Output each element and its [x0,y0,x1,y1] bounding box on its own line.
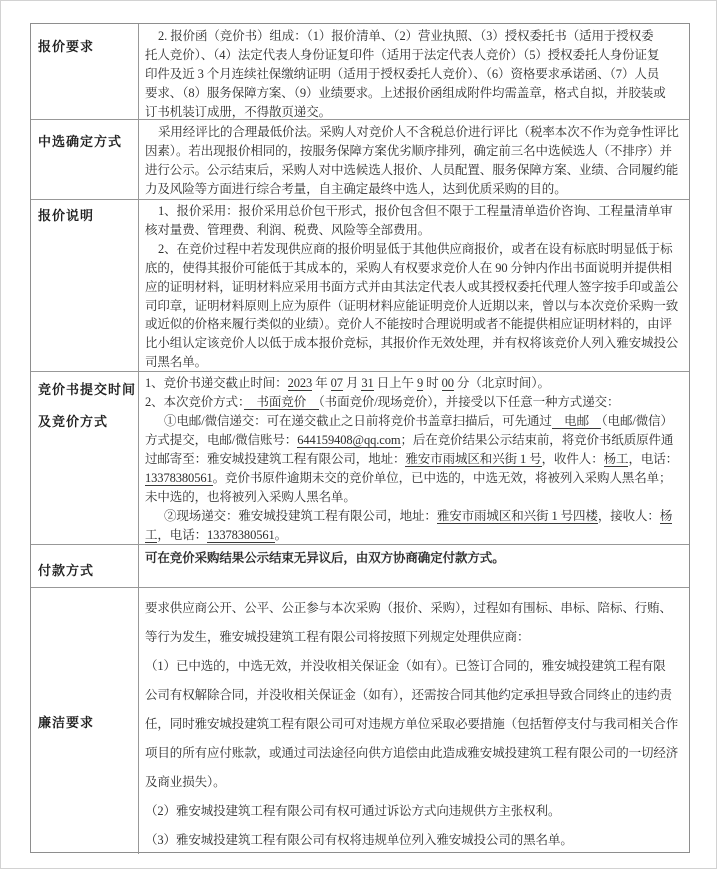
text-segment: ②现场递交：雅安城投建筑工程有限公司，地址： [164,509,437,523]
text-segment: 年 [312,376,331,390]
text-segment: 分（北京时间）。 [453,376,550,390]
underlined-text: 13378380561 [145,471,213,485]
row-content-cell [139,588,689,854]
text-segment: ，接收人： [597,509,660,523]
text-line [145,240,685,259]
row-content-cell [139,200,689,371]
text-segment: 。 [274,528,288,542]
text-line [145,123,685,142]
text-line [145,334,685,353]
text-segment: 任，同时雅安城投建筑工程有限公司可对违规方单位采取必要措施（包括暂停支付与我司相关合作 [145,717,679,731]
underlined-text: 电邮 [551,414,602,428]
text-line [145,103,685,120]
text-segment: 日上午 [373,376,417,390]
text-line [145,594,685,623]
underlined-text: 杨工 [603,452,629,466]
row-label-line: 及竞价方式 [38,414,109,429]
text-line [145,507,685,526]
text-segment: ，电话： [157,528,208,542]
text-segment: 司印章，证明材料原则上应为原件（证明材料应能证明竞价人近期以来，曾以与本次竞价采购一致 [145,298,679,313]
text-segment: 因素）。若出现报价相同的，按服务保障方案优劣顺序排列，确定前三名中选候选人（不排序）并 [145,144,672,158]
text-segment: （1）已中选的，中选无效，并没收相关保证金（如有）。已签订合同的，雅安城投建筑工程有限 [145,659,666,673]
text-segment: 过邮寄至：雅安城投建筑工程有限公司，地址： [145,452,406,466]
underlined-text: 2023 [287,376,313,390]
text-segment: 比小组认定该竞价人以低于成本报价竞标，其报价作无效处理，并有权将该竞价人列入雅安城投公 [145,336,679,351]
text-segment: 2、在竞价过程中若发现供应商的报价明显低于其他供应商报价，或者在设有标底时明显低于标 [158,241,673,256]
row-label-line: 中选确定方式 [38,134,123,149]
text-line [145,526,685,545]
text-segment: ①电邮/微信递交：可在递交截止之日前将竞价书盖章扫描后，可先通过 [164,414,552,428]
row-label-line: 廉洁要求 [38,714,95,730]
text-line [145,297,685,316]
text-line [145,826,685,854]
text-segment: 应的证明材料，证明材料应采用书面方式并由其法定代表人或其授权委托代理人签字按手印或盖公 [145,279,679,294]
text-line [145,768,685,797]
underlined-text: 13378380561 [207,528,275,542]
text-line [145,221,685,240]
text-line [145,374,685,393]
row-label-cell [31,372,139,544]
text-segment: 可在竞价采购结果公示结束无异议后，由双方协商确定付款方式。 [145,551,505,565]
text-segment: ，收件人： [541,452,604,466]
row-label-cell [31,200,139,371]
text-line [145,681,685,710]
text-line [145,393,685,412]
text-line [145,202,685,221]
text-segment: 采用经评比的合理最低价法。采购人对竞价人不含税总价进行评比（税率本次不作为竞争性评比 [158,125,679,139]
table-row [31,545,689,588]
text-segment: （书面竞价/现场竞价），并接受以下任意一种方式递交： [318,395,620,409]
text-segment: 要求供应商公开、公平、公正参与本次采购（报价、采购），过程如有围标、串标、陪标、行贿、 [145,601,672,615]
underlined-text: 644159408@qq.com [297,433,401,447]
table-row [31,588,689,854]
text-line [145,739,685,768]
text-segment: 力及风险等方面进行综合考量，自主确定最终中选人，达到优质采购的目的。 [145,182,567,196]
text-line [145,549,685,567]
row-content-cell [139,24,689,119]
text-segment: 订书机装订成册，不得散页递交。 [145,105,332,119]
text-line [145,142,685,161]
underlined-text: 雅安市雨城区和兴街 1 号 [405,452,542,466]
text-line [145,161,685,180]
text-line [145,652,685,681]
text-line [145,469,685,488]
text-segment: 时 [423,376,442,390]
text-line [145,710,685,739]
text-segment: ，电话： [628,452,679,466]
row-content-cell [139,372,689,544]
underlined-text: 书面竞价 [244,395,319,409]
text-line [145,259,685,278]
row-label-cell [31,545,139,587]
underlined-text: 9 [416,376,424,390]
text-line [145,450,685,469]
row-label-line: 付款方式 [38,563,95,578]
procurement-requirements-table [30,23,690,853]
underlined-text: 杨 [659,509,673,523]
text-line [145,431,685,450]
underlined-text: 07 [330,376,343,390]
text-segment: 。竞价书原件逾期未交的竞价单位，已中选的，中选无效，将被列入采购人黑名单； [212,471,672,485]
text-line [145,27,685,46]
text-segment: 或近似的价格来履行类似的业绩）。竞价人不能按时合理说明或者不能提供相应证明材料的，由评 [145,317,672,332]
row-label-line: 报价要求 [38,39,95,54]
text-line [145,180,685,199]
text-segment: 核对量费、管理费、利润、税费、风险等全部费用。 [145,222,431,237]
underlined-text: 31 [361,376,374,390]
row-content-cell [139,545,689,587]
text-segment: （2）雅安城投建筑工程有限公司有权可通过诉讼方式向违规供方主张权利。 [145,804,561,818]
text-segment: （电邮/微信） [601,414,673,428]
text-segment: ；后在竞价结果公示结束前，将竞价书纸质原件通 [400,433,674,447]
text-segment: 2、本次竞价方式： [145,395,245,409]
text-line [145,488,685,507]
underlined-text: 工 [145,528,158,542]
table-row [31,120,689,200]
text-segment: 1、竞价书递交截止时间： [145,376,288,390]
text-segment: 底的，使得其报价可能低于其成本的，采购人有权要求竞价人在 90 分钟内作出书面说明并提供相 [145,260,672,275]
text-line [145,65,685,84]
text-line [145,46,685,65]
row-label-line: 竞价书提交时间 [38,382,137,397]
text-segment: 方式提交，电邮/微信账号： [145,433,298,447]
text-line [145,353,685,372]
text-segment: 1、报价采用：报价采用总价包干形式，报价包含但不限于工程量清单造价咨询、工程量清单审 [158,204,673,218]
text-segment: （3）雅安城投建筑工程有限公司有权将违规单位列入雅安城投公司的黑名单。 [145,833,573,847]
text-line [145,412,685,431]
text-segment: 公司有权解除合同，并没收相关保证金（如有），还需按合同其他约定承担导致合同终止的违约责 [145,688,672,702]
text-segment: 等行为发生，雅安城投建筑工程有限公司将按照下列规定处理供应商： [145,630,530,644]
row-content-cell [139,120,689,199]
text-segment: 要求、（8）服务保障方案、（9）业绩要求。上述报价函组成附件均需盖章，格式自拟，并胶装或 [145,86,666,100]
table-row [31,372,689,545]
underlined-text: 00 [441,376,454,390]
text-line [145,278,685,297]
text-segment: 进行公示。公示结束后，采购人对中选候选人报价、人员配置、服务保障方案、业绩、合同履约能 [145,163,679,177]
row-label-line: 报价说明 [38,208,95,223]
row-label-cell [31,120,139,199]
underlined-text: 雅安市雨城区和兴街 1 号四楼 [436,509,598,523]
row-label-cell [31,24,139,119]
text-segment: 月 [342,376,362,390]
row-label-cell [31,588,139,854]
table-row [31,24,689,120]
text-line [145,315,685,334]
text-segment: 托人竞价）、（4）法定代表人身份证复印件（适用于法定代表人竞价）（5）授权委托人身份证复 [145,48,660,62]
text-segment: 印件及近 3 个月连续社保缴纳证明（适用于授权委托人竞价）、（6）资格要求承诺函、（7）人员 [145,67,660,81]
text-segment: 未中选的，也将被列入采购人黑名单。 [145,490,356,504]
text-segment: 及商业损失）。 [145,775,226,789]
text-line [145,797,685,826]
text-segment: 司黑名单。 [145,355,208,370]
text-segment: 2. 报价函（竞价书）组成：（1）报价清单、（2）营业执照、（3）授权委托书（适用于授权委 [158,29,654,43]
table-row [31,200,689,372]
text-segment: 项目的所有应付账款，或通过司法途径向供方追偿由此造成雅安城投建筑工程有限公司的一切经济 [145,746,679,760]
text-line [145,84,685,103]
text-line [145,623,685,652]
